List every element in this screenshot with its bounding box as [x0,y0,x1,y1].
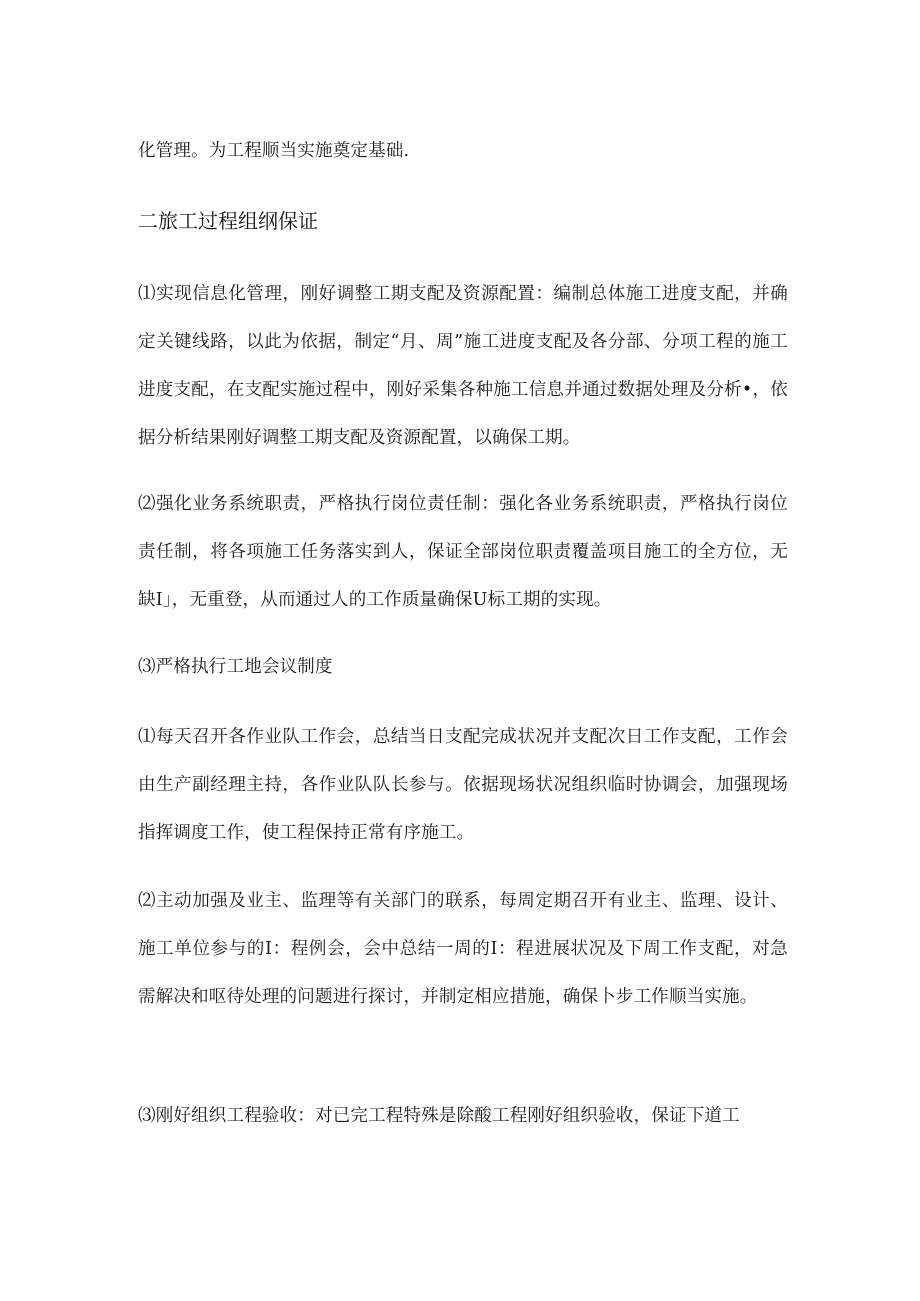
paragraph-continuation: 化管理。为工程顺当实施奠定基础. [138,141,410,161]
paragraph-item-3: ⑶严格执行工地会议制度 [138,657,333,677]
paragraph-item-2: ⑵强化业务系统职责，严格执行岗位责任制：强化各业务系统职责，严格执行岗位责任制，将各项施工任务落实到人，保证全部岗位职责覆盖项目施工的全方位，无缺I」，无重登，从而通过人的工作质量确保U标工期的实现。 [138,494,788,610]
paragraph-item-5: ⑵主动加强及业主、监理等有关部门的联系，每周定期召开有业主、监理、设计、施工单位参与的I：程例会，会中总结一周的I：程进展状况及下周工作支配，对急需解决和呕待处理的问题进行探讨，并制定相应措施，确保卜步工作顺当实施。 [138,891,788,1007]
paragraph-item-6: ⑶刚好组织工程验收：对已完工程特殊是除酸工程刚好组织验收，保证下道工 [138,1106,740,1126]
section-heading: 二旅工过程组纲保证 [138,209,318,233]
paragraph-item-1: ⑴实现信息化管理，刚好调整工期支配及资源配置：编制总体施工进度支配，并确定关键线路，以此为依据，制定“月、周”施工进度支配及各分部、分项工程的施工进度支配，在支配实施过程中，刚好采集各种施工信息并通过数据处理及分析•，依据分析结果刚好调整工期支配及资源配置，以确保工期。 [138,284,788,448]
paragraph-item-4: ⑴每天召开各作业队工作会，总结当日支配完成状况并支配次日工作支配，工作会由生产副经理主持，各作业队队长参与。依据现场状况组织临时协调会，加强现场指挥调度工作，使工程保持正常有序施工。 [138,727,788,843]
